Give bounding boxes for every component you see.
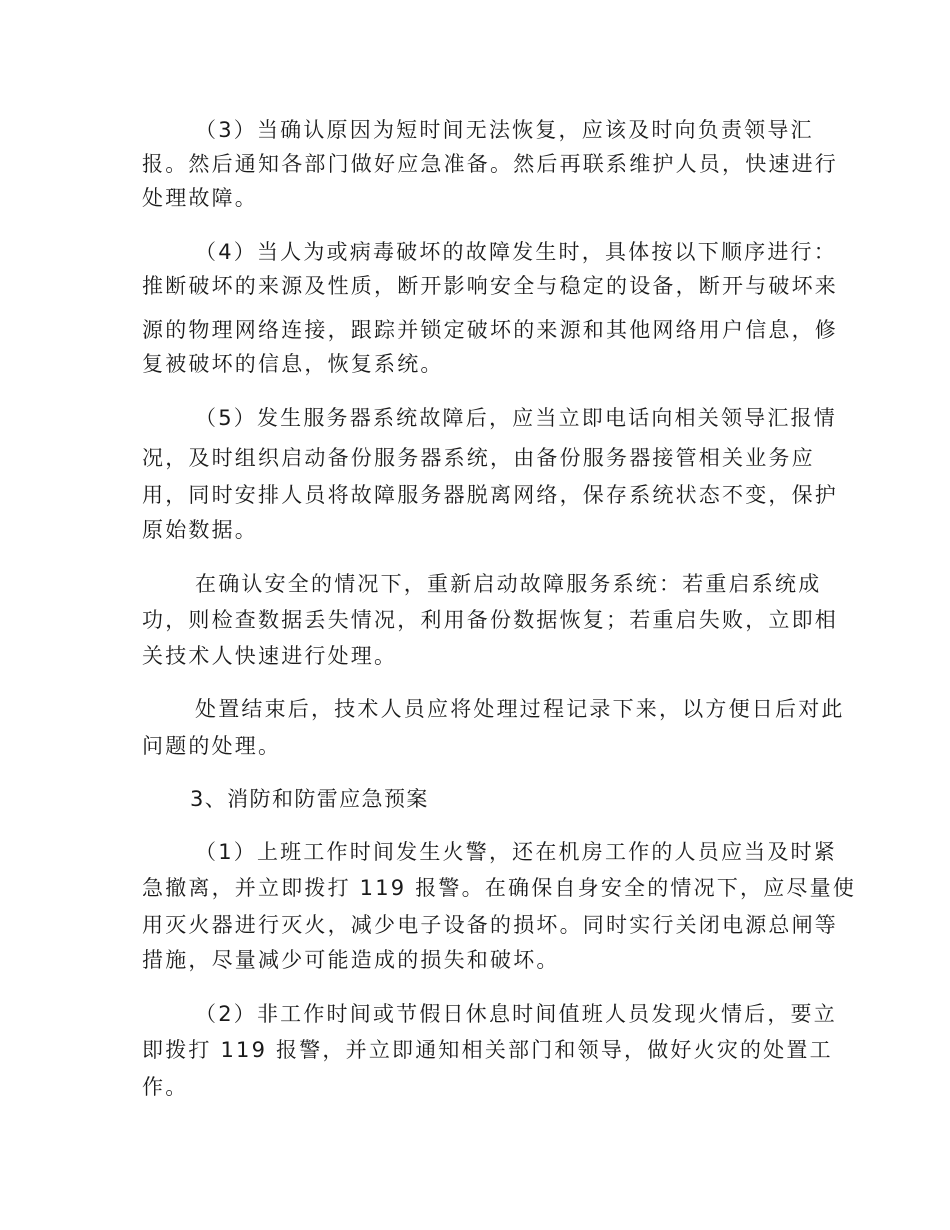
paragraph-4-line-3: 源的物理网络连接，跟踪并锁定破坏的来源和其他网络用户信息，修	[142, 318, 838, 342]
paragraph-5-line-1: （5）发生服务器系统故障后，应当立即电话向相关领导汇报情	[195, 406, 837, 430]
restart-paragraph-line-1: 在确认安全的情况下，重新启动故障服务系统：若重启系统成	[195, 572, 822, 596]
fire-paragraph-1-line-4: 措施，尽量减少可能造成的损失和破坏。	[142, 948, 560, 972]
paragraph-5-line-3: 用，同时安排人员将故障服务器脱离网络，保存系统状态不变，保护	[142, 483, 838, 507]
paragraph-3-line-3: 处理故障。	[142, 186, 258, 210]
completion-paragraph-line-2: 问题的处理。	[142, 734, 282, 758]
restart-paragraph-line-3: 关技术人快速进行处理。	[142, 644, 398, 668]
paragraph-5-line-2: 况，及时组织启动备份服务器系统，由备份服务器接管相关业务应	[142, 446, 815, 470]
paragraph-5-line-4: 原始数据。	[142, 518, 258, 542]
section-heading: 3、消防和防雷应急预案	[190, 787, 429, 811]
fire-paragraph-1-line-2: 急撤离，并立即拨打 119 报警。在确保自身安全的情况下，应尽量使	[142, 876, 857, 900]
fire-paragraph-2-line-2: 即拨打 119 报警，并立即通知相关部门和领导，做好火灾的处置工	[142, 1038, 833, 1062]
paragraph-4-line-2: 推断破坏的来源及性质，断开影响安全与稳定的设备，断开与破坏来	[142, 274, 838, 298]
paragraph-3-line-1: （3）当确认原因为短时间无法恢复，应该及时向负责领导汇	[195, 118, 814, 142]
fire-paragraph-2-line-3: 作。	[142, 1075, 189, 1099]
restart-paragraph-line-2: 功，则检查数据丢失情况，利用备份数据恢复；若重启失败，立即相	[142, 608, 838, 632]
paragraph-3-line-2: 报。然后通知各部门做好应急准备。然后再联系维护人员，快速进行	[142, 152, 838, 176]
fire-paragraph-2-line-1: （2）非工作时间或节假日休息时间值班人员发现火情后，要立	[195, 1002, 837, 1026]
paragraph-4-line-1: （4）当人为或病毒破坏的故障发生时，具体按以下顺序进行：	[195, 240, 837, 264]
paragraph-4-line-4: 复被破坏的信息，恢复系统。	[142, 352, 444, 376]
fire-paragraph-1-line-3: 用灭火器进行灭火，减少电子设备的损坏。同时实行关闭电源总闸等	[142, 913, 838, 937]
completion-paragraph-line-1: 处置结束后，技术人员应将处理过程记录下来，以方便日后对此	[195, 697, 845, 721]
fire-paragraph-1-line-1: （1）上班工作时间发生火警，还在机房工作的人员应当及时紧	[195, 840, 837, 864]
